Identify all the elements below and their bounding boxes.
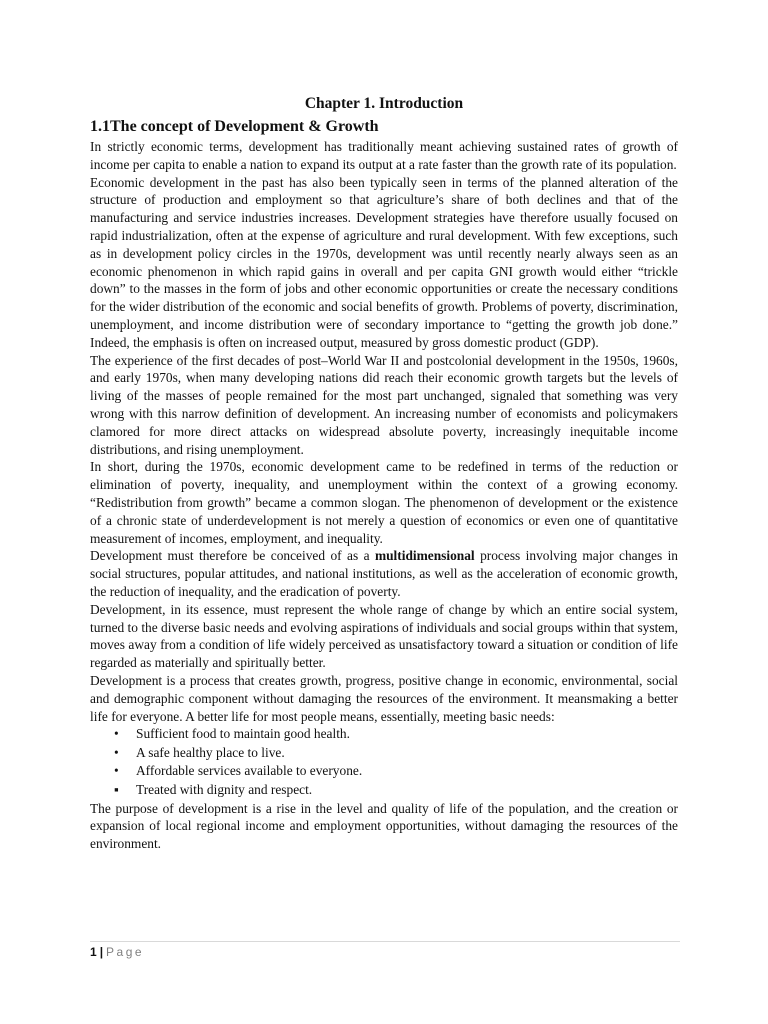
- bullet-icon: •: [114, 744, 119, 760]
- page-number: 1: [90, 945, 97, 959]
- footer-separator: |: [99, 945, 104, 959]
- list-item: [90, 781, 678, 800]
- paragraph-growth-definition: In strictly economic terms, development has traditionally meant achieving sustained rates of growth of income per capita to enable a nation to expand its output at a rate faster than the growth rate of its population.: [90, 139, 678, 172]
- square-bullet-icon: ▪: [114, 782, 119, 798]
- page-label: Page: [106, 945, 145, 959]
- list-item: [90, 762, 678, 781]
- multidim-text-after: process involving major changes in social structures, popular attitudes, and national institutions, as well as the acceleration of economic growth, the reduction of inequality, and the eradication of poverty.: [90, 548, 678, 599]
- bullet-icon: •: [114, 726, 119, 742]
- page-content: [90, 94, 678, 853]
- paragraph-multidimensional: [90, 547, 678, 600]
- list-item-text: Treated with dignity and respect.: [136, 782, 313, 798]
- page-footer: [90, 944, 144, 960]
- section-title: 1.1The concept of Development & Growth: [90, 118, 379, 135]
- chapter-title: Chapter 1. Introduction: [304, 95, 464, 112]
- paragraph-development-essence: Development, in its essence, must represent the whole range of change by which an entire social system, turned to the diverse basic needs and evolving aspirations of individuals and social groups within that system, moves away from a condition of life widely perceived as unsatisfactory toward a situation or condition of life regarded as materially and spiritually better.: [90, 601, 678, 671]
- paragraph-purpose-of-development: The purpose of development is a rise in the level and quality of life of the population, and the creation or expansion of local regional income and employment opportunities, without damaging the resources of the environment.: [90, 800, 678, 852]
- paragraph-development-process: Development is a process that creates growth, progress, positive change in economic, environmental, social and demographic component without damaging the resources of the environment. It meansmaking a better life for everyone. A better life for most people means, essentially, meeting basic needs:: [90, 672, 678, 724]
- paragraph-1970s-redefinition: In short, during the 1970s, economic development came to be redefined in terms of the reduction or elimination of poverty, inequality, and unemployment within the context of a growing economy. “Redistribution from growth” became a common slogan. The phenomenon of development or the existence of a chronic state of underdevelopment is not merely a question of economics or even one of quantitative measurement of incomes, employment, and inequality.: [90, 459, 678, 546]
- list-item-text: Sufficient food to maintain good health.: [136, 726, 350, 742]
- basic-needs-list: [90, 725, 678, 799]
- footer-divider: [90, 941, 680, 942]
- paragraph-economic-development-past: Economic development in the past has also been typically seen in terms of the planned alteration of the structure of production and employment so that agriculture’s share of both declines and that of the manufacturing and service industries increases. Development strategies have therefore usually focused on rapid industrialization, often at the expense of agriculture and rural development. With few exceptions, such as in development policy circles in the 1970s, development was until recently nearly always seen as an economic phenomenon in which rapid gains in overall and per capita GNI growth would either “trickle down” to the masses in the form of jobs and other economic opportunities or create the necessary conditions for the wider distribution of the economic and social benefits of growth. Problems of poverty, discrimination, unemployment, and income distribution were of secondary importance to “getting the growth job done.” Indeed, the emphasis is often on increased output, measured by gross domestic product (GDP).: [90, 174, 678, 350]
- bullet-icon: •: [114, 763, 119, 779]
- list-item: [90, 725, 678, 744]
- list-item-text: A safe healthy place to live.: [136, 744, 285, 760]
- list-item: [90, 744, 678, 763]
- list-item-text: Affordable services available to everyone.: [136, 763, 363, 779]
- paragraph-post-war-experience: The experience of the first decades of post–World War II and postcolonial development in the 1950s, 1960s, and early 1970s, when many developing nations did reach their economic growth targets but the levels of living of the masses of people remained for the most part unchanged, signaled that something was very wrong with this narrow definition of development. An increasing number of economists and policymakers clamored for more direct attacks on widespread absolute poverty, increasingly inequitable income distributions, and rising unemployment.: [90, 352, 678, 457]
- multidim-text-before: Development must therefore be conceived of as a: [90, 548, 375, 564]
- multidim-bold-term: multidimensional: [374, 548, 475, 564]
